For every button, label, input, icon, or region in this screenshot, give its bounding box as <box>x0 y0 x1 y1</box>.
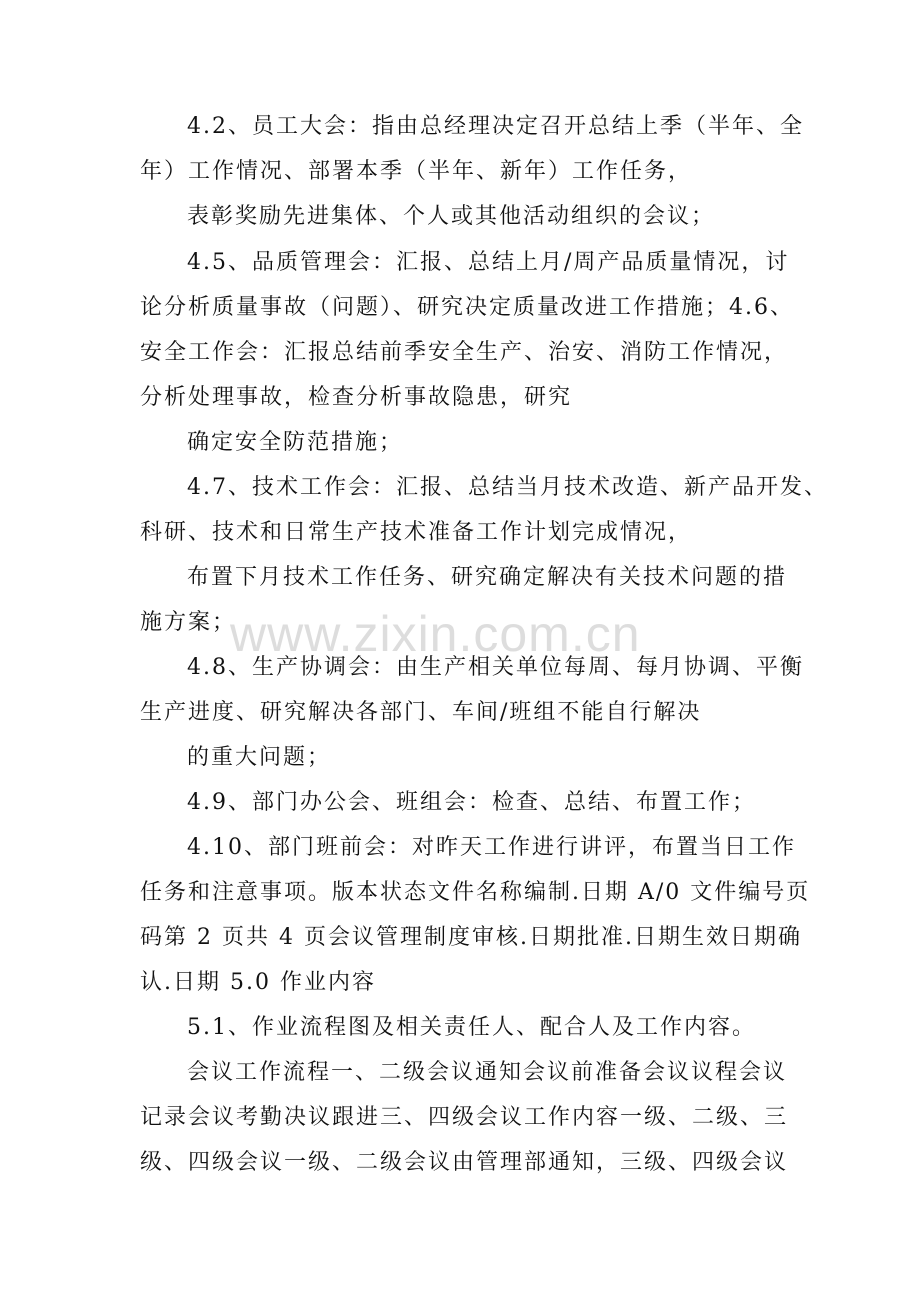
text-line: 的重大问题； <box>187 745 332 770</box>
text-line: 级、四级会议一级、二级会议由管理部通知，三级、四级会议 <box>140 1150 789 1175</box>
text-line: 码第 2 页共 4 页会议管理制度审核.日期批准.日期生效日期确 <box>140 925 802 950</box>
text-line: 4.2、员工大会：指由总经理决定召开总结上季（半年、全 <box>187 114 804 139</box>
text-line: 年）工作情况、部署本季（半年、新年）工作任务， <box>140 159 693 184</box>
text-line: 生产进度、研究解决各部门、车间/班组不能自行解决 <box>140 700 702 725</box>
text-line: 4.7、技术工作会：汇报、总结当月技术改造、新产品开发、 <box>187 475 828 500</box>
text-line: 5.1、作业流程图及相关责任人、配合人及工作内容。 <box>187 1015 756 1040</box>
text-line: 4.8、生产协调会：由生产相关单位每周、每月协调、平衡 <box>187 655 804 680</box>
text-line: 论分析质量事故（问题）、研究决定质量改进工作措施；4.6、 <box>140 295 794 320</box>
text-line: 布置下月技术工作任务、研究确定解决有关技术问题的措 <box>187 565 788 590</box>
text-line: 表彰奖励先进集体、个人或其他活动组织的会议； <box>187 204 716 229</box>
watermark: www.zixin.com.cn <box>230 606 641 662</box>
text-line: 4.10、部门班前会：对昨天工作进行讲评，布置当日工作 <box>187 835 796 860</box>
text-line: 确定安全防范措施； <box>187 430 404 455</box>
text-line: 会议工作流程一、二级会议通知会议前准备会议议程会议 <box>187 1060 788 1085</box>
text-line: 分析处理事故，检查分析事故隐患，研究 <box>140 385 573 410</box>
text-line: 任务和注意事项。版本状态文件名称编制.日期 A/0 文件编号页 <box>140 880 811 905</box>
text-line: 4.9、部门办公会、班组会：检查、总结、布置工作； <box>187 790 756 815</box>
text-line: 记录会议考勤决议跟进三、四级会议工作内容一级、二级、三 <box>140 1105 789 1130</box>
text-line: 施方案； <box>140 610 237 635</box>
text-line: 科研、技术和日常生产技术准备工作计划完成情况， <box>140 520 693 545</box>
text-line: 认.日期 5.0 作业内容 <box>140 970 376 995</box>
text-line: 安全工作会：汇报总结前季安全生产、治安、消防工作情况， <box>140 340 789 365</box>
text-line: 4.5、品质管理会：汇报、总结上月/周产品质量情况，讨 <box>187 250 790 275</box>
